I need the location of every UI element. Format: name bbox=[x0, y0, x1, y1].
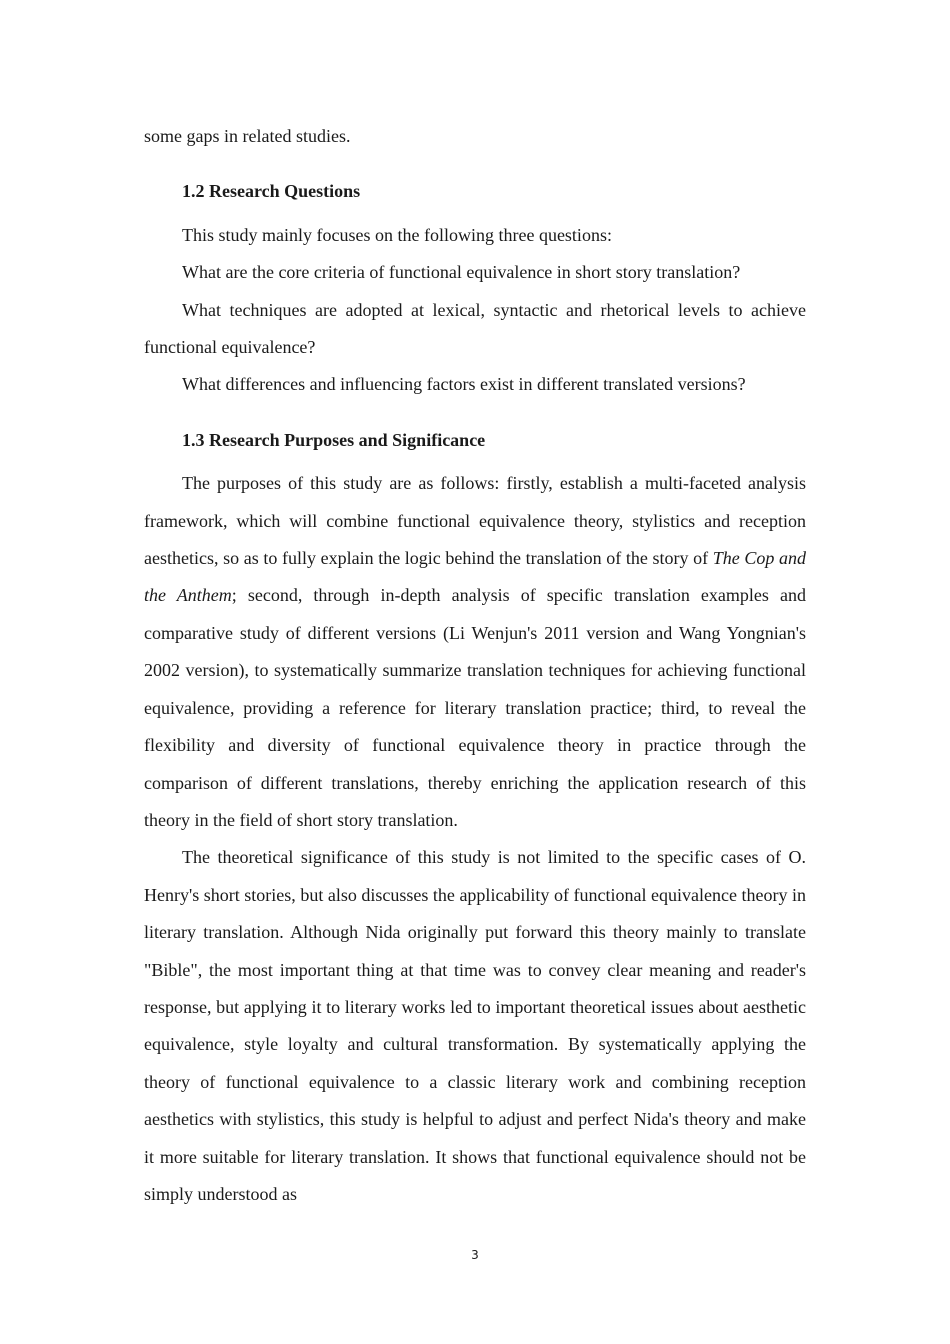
intro-tail-text: some gaps in related studies. bbox=[144, 126, 351, 146]
question-item: What differences and influencing factors exist in different translated versions? bbox=[182, 374, 746, 395]
story-title: The Cop and the Anthem bbox=[144, 548, 806, 606]
purposes-text-part1: The purposes of this study are as follows: firstly, establish a multi-faceted analysis framework, which will combine functional equivalence theory, stylistics and reception aesthetics, so as to fully explain the logic behind the translation of the story of bbox=[144, 473, 806, 569]
document-page bbox=[144, 118, 806, 1213]
page-number: 3 bbox=[471, 1248, 479, 1262]
purposes-paragraph bbox=[144, 465, 806, 839]
section-heading-purposes-significance: 1.3 Research Purposes and Significance bbox=[182, 429, 486, 450]
question-item: What techniques are adopted at lexical, syntactic and rhetorical levels to achieve functional equivalence? bbox=[144, 299, 806, 358]
section-heading-research-questions: 1.2 Research Questions bbox=[182, 181, 361, 202]
significance-paragraph: The theoretical significance of this study is not limited to the specific cases of O. Henry's short stories, but also discusses the applicability of functional equivalence theory in literary translation. Although Nida originally put forward this theory mainly to translate "Bible", the most important thing at that time was to convey clear meaning and reader's response, but applying it to literary works led to important theoretical issues about aesthetic equivalence, style loyalty and cultural transformation. By systematically applying the theory of functional equivalence to a classic literary work and combining reception aesthetics with stylistics, this study is helpful to adjust and perfect Nida's theory and make it more suitable for literary translation. It shows that functional equivalence should not be simply understood as bbox=[144, 847, 806, 1204]
purposes-text-part2: ; second, through in-depth analysis of specific translation examples and comparative study of different versions (Li Wenjun's 2011 version and Wang Yongnian's 2002 version), to systematically summarize translation techniques for achieving functional equivalence, providing a reference for literary translation practice; third, to reveal the flexibility and diversity of functional equivalence theory in practice through the comparison of different translations, thereby enriching the application research of this theory in the field of short story translation. bbox=[144, 585, 806, 830]
question-item: What are the core criteria of functional equivalence in short story translation? bbox=[182, 262, 741, 283]
questions-lead-text: This study mainly focuses on the following three questions: bbox=[182, 224, 612, 245]
